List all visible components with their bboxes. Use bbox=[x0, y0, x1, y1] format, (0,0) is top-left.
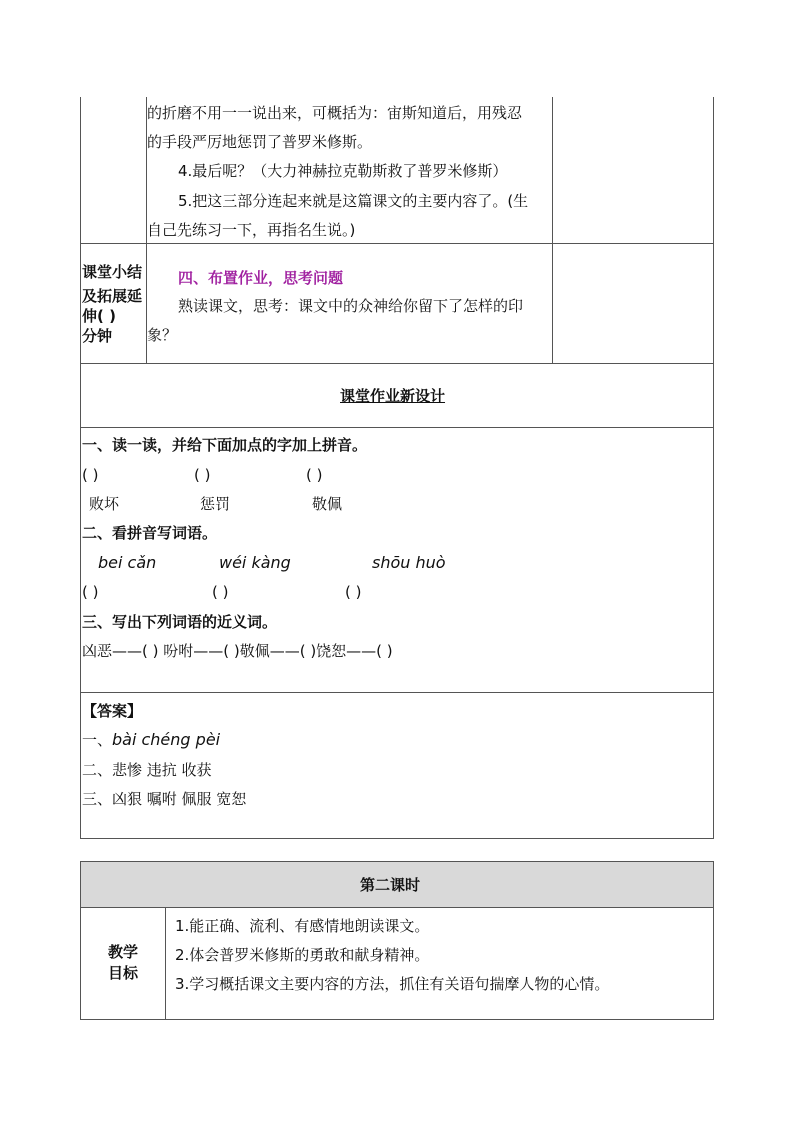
table2-col-divider bbox=[165, 907, 166, 1020]
q2-blank-3: ( ) bbox=[345, 583, 362, 601]
answer-1-pinyin: bài chéng pèi bbox=[112, 730, 221, 749]
summary-label-line-3: 伸( ) bbox=[82, 307, 116, 325]
answer-title: 【答案】 bbox=[82, 702, 143, 720]
answer-2: 二、悲惨 违抗 收获 bbox=[82, 761, 212, 779]
summary-label-line-4: 分钟 bbox=[82, 327, 113, 345]
q1-blank-1: ( ) bbox=[82, 466, 99, 484]
table2-label-line-2: 目标 bbox=[108, 964, 139, 982]
table1-row-divider-4 bbox=[80, 692, 714, 693]
q2-pinyin-1: bei cǎn bbox=[98, 553, 157, 572]
continuation-line-2: 的手段严厉地惩罚了普罗米修斯。 bbox=[147, 133, 373, 151]
goal-3: 3.学习概括课文主要内容的方法，抓住有关语句揣摩人物的心情。 bbox=[175, 975, 610, 993]
summary-heading: 四、布置作业，思考问题 bbox=[178, 269, 344, 287]
q1-title: 一、读一读，并给下面加点的字加上拼音。 bbox=[82, 436, 368, 454]
homework-title: 课堂作业新设计 bbox=[340, 387, 446, 405]
q1-word-3: 敬佩 bbox=[312, 495, 343, 513]
summary-label-line-1: 课堂小结 bbox=[82, 263, 143, 281]
q2-title: 二、看拼音写词语。 bbox=[82, 524, 218, 542]
continuation-line-3: 4.最后呢？（大力神赫拉克勒斯救了普罗米修斯） bbox=[178, 162, 508, 180]
summary-text-line-1: 熟读课文，思考：课文中的众神给你留下了怎样的印 bbox=[178, 297, 524, 315]
q2-pinyin-3: shōu huò bbox=[372, 553, 446, 572]
answer-1-prefix: 一、 bbox=[82, 731, 113, 749]
q3-title: 三、写出下列词语的近义词。 bbox=[82, 613, 278, 631]
continuation-line-5: 自己先练习一下，再指名生说。) bbox=[147, 221, 356, 239]
summary-label-line-2: 及拓展延 bbox=[82, 287, 143, 305]
continuation-line-1: 的折磨不用一一说出来，可概括为：宙斯知道后，用残忍 bbox=[147, 104, 523, 122]
table2-label-line-1: 教学 bbox=[108, 943, 139, 961]
table2-header: 第二课时 bbox=[360, 876, 421, 894]
table1-right-border bbox=[713, 97, 714, 839]
q2-blank-2: ( ) bbox=[212, 583, 229, 601]
table1-bottom-border bbox=[80, 838, 714, 839]
table2-right-border bbox=[713, 861, 714, 1020]
table2-header-divider bbox=[80, 907, 714, 908]
table2-bottom-border bbox=[80, 1019, 714, 1020]
answer-3: 三、凶狠 嘱咐 佩服 宽恕 bbox=[82, 790, 247, 808]
q2-pinyin-2: wéi kàng bbox=[219, 553, 291, 572]
q1-word-1: 败坏 bbox=[89, 495, 120, 513]
table1-row-divider-1 bbox=[80, 243, 714, 244]
summary-text-line-2: 象？ bbox=[147, 326, 178, 344]
q1-blank-2: ( ) bbox=[194, 466, 211, 484]
goal-2: 2.体会普罗米修斯的勇敢和献身精神。 bbox=[175, 946, 430, 964]
table1-row-divider-3 bbox=[80, 427, 714, 428]
q1-word-2: 惩罚 bbox=[200, 495, 231, 513]
q1-blank-3: ( ) bbox=[306, 466, 323, 484]
table1-left-border bbox=[80, 97, 81, 839]
goal-1: 1.能正确、流利、有感情地朗读课文。 bbox=[175, 917, 430, 935]
table1-col-divider-2 bbox=[552, 97, 553, 364]
q2-blank-1: ( ) bbox=[82, 583, 99, 601]
table1-row-divider-2 bbox=[80, 363, 714, 364]
q3-line: 凶恶——( ) 吩咐——( )敬佩——( )饶恕——( ) bbox=[82, 642, 393, 660]
table2-top-border bbox=[80, 861, 714, 862]
table2-left-border bbox=[80, 861, 81, 1020]
continuation-line-4: 5.把这三部分连起来就是这篇课文的主要内容了。(生 bbox=[178, 192, 529, 210]
